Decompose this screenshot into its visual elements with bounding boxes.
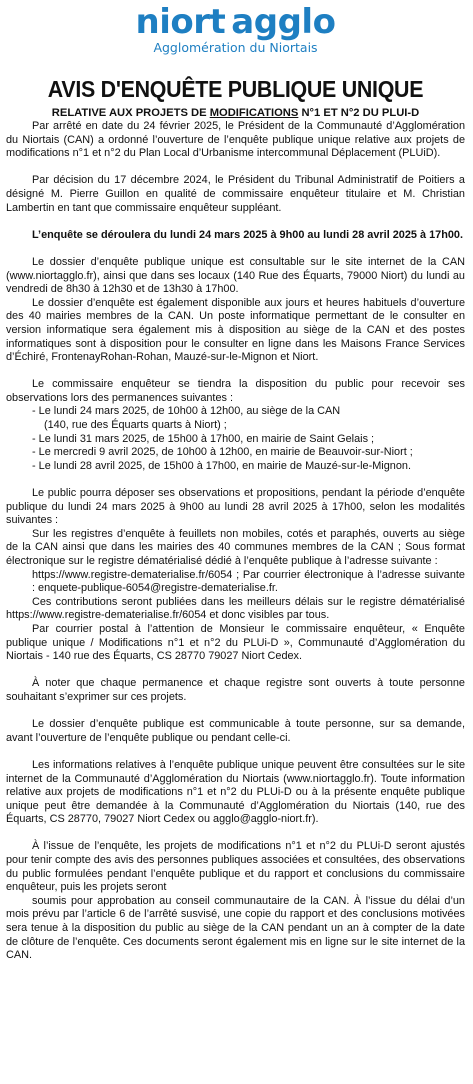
paragraph-issue: À l’issue de l’enquête, les projets de modifications n°1 et n°2 du PLUi-D seront ajustés pour tenir compte des avis des personnes publiques associées et consultées, des observations du public formulées pendant l’enquête publique et du rapport et conclusions du commissaire enquêteur, puis les projets seront: [6, 840, 465, 894]
paragraph-permanences-intro: Le commissaire enquêteur se tiendra la disposition du public pour recevoir ses observations lors des permanences suivantes :: [6, 378, 465, 404]
paragraph-informations: Les informations relatives à l’enquête publique unique peuvent être consultées sur le site internet de la Communauté d’Agglomération du Niortais (www.niortagglo.fr). Toute information relative aux projets de modifications n°1 et n°2 du PLUi-D ou à la présente enquête publique unique peut être demandée à la Communauté d’Agglomération du Niortais (140, rue des Équarts, CS 28770, 79027 Niort Cedex ou agglo@agglo-niort.fr).: [6, 758, 465, 826]
notice-subtitle: [6, 107, 465, 120]
permanence-item: - Le lundi 24 mars 2025, de 10h00 à 12h00, au siège de la CAN: [32, 405, 341, 418]
paragraph-observations: Le public pourra déposer ses observations et propositions, pendant la période d’enquête publique du lundi 24 mars 2025 à 9h00 au lundi 28 avril 2025 à 17h00, selon les modalités suivantes :: [6, 487, 465, 527]
logo-wordmark: [6, 2, 465, 42]
paragraph-registres: Sur les registres d’enquête à feuillets non mobiles, cotés et paraphés, ouverts au siège de la CAN ainsi que dans les mairies des 40 communes membres de la CAN ; Sous format électronique sur le registre dématérialisé dédié à l’enquête publique à l’adresse suivante :: [6, 527, 465, 567]
paragraph-courrier: Par courrier postal à l’attention de Monsieur le commissaire enquêteur, « Enquête publique unique / Modifications n°1 et n°2 du PLUi-D », Communauté d’Agglomération du Niortais - 140 rue des Équarts, CS 28770 79027 Niort Cedex.: [6, 622, 465, 663]
notice-page: [0, 2, 473, 1084]
paragraph-communicable: Le dossier d’enquête publique est communicable à toute personne, sur sa demande, avant l’ouverture de l’enquête publique ou pendant celle-ci.: [6, 718, 465, 744]
paragraph-dossier: Le dossier d’enquête publique unique est consultable sur le site internet de la CAN (www.niortagglo.fr), ainsi que dans ses locaux (140 Rue des Équarts, 79000 Niort) du lundi au vendredi de 8h30 à 12h30 et de 13h30 à 17h00.: [6, 255, 465, 296]
notice-body: [6, 120, 465, 963]
paragraph-dates: L’enquête se déroulera du lundi 24 mars 2025 à 9h00 au lundi 28 avril 2025 à 17h00.: [32, 228, 463, 241]
paragraph-arrete: Par arrêté en date du 24 février 2025, le Président de la Communauté d’Agglomération du Niortais (CAN) a ordonné l’ouverture de l’enquête publique unique relative aux projets de modifications n°1 et n°2 du Plan Local d’Urbanisme intercommunal Déplacement (PLUiD).: [6, 120, 465, 160]
notice-title: AVIS D'ENQUÊTE PUBLIQUE UNIQUE: [47, 76, 424, 102]
niortagglo-logo: [6, 2, 465, 60]
permanence-item: - Le lundi 28 avril 2025, de 15h00 à 17h00, en mairie de Mauzé-sur-le-Mignon.: [32, 459, 411, 472]
paragraph-approbation: soumis pour approbation au conseil communautaire de la CAN. À l’issue du délai d’un mois prévu par l’article 6 de l’arrêté susvisé, une copie du rapport et des conclusions motivées sera tenue à la disposition du public au siège de la CAN pendant un an à compter de la date de clôture de l’enquête. Ces documents seront également mis en ligne sur le site internet de la CAN.: [6, 894, 465, 962]
paragraph-contributions: Ces contributions seront publiées dans les meilleurs délais sur le registre dématérialisé https://www.registre-dematerialise.fr/6054 et donc visibles par tous.: [6, 595, 465, 622]
subtitle-prefix: RELATIVE AUX PROJETS DE: [51, 107, 210, 119]
permanence-item-address: (140, rue des Équarts quarts à Niort) ;: [44, 419, 227, 432]
paragraph-registre-url: https://www.registre-dematerialise.fr/6054 ; Par courrier électronique à l’adresse suivante : enquete-publique-6054@registre-dematerialise.fr.: [32, 568, 465, 595]
permanence-item: - Le mercredi 9 avril 2025, de 10h00 à 12h00, en mairie de Beauvoir-sur-Niort ;: [32, 446, 413, 459]
subtitle-suffix: N°1 ET N°2 DU PLUI-D: [298, 107, 420, 119]
logo-word-niort: niort: [135, 2, 226, 42]
permanence-item: - Le lundi 31 mars 2025, de 15h00 à 17h00, en mairie de Saint Gelais ;: [32, 432, 375, 445]
paragraph-note: À noter que chaque permanence et chaque registre sont ouverts à toute personne souhaitant s’exprimer sur ces projets.: [6, 677, 465, 703]
paragraph-designation: Par décision du 17 décembre 2024, le Président du Tribunal Administratif de Poitiers a désigné M. Pierre Guillon en qualité de commissaire enquêteur titulaire et M. Christian Lambertin en tant que commissaire enquêteur suppléant.: [6, 174, 465, 214]
logo-subtitle: Agglomération du Niortais: [153, 40, 318, 55]
subtitle-underlined: MODIFICATIONS: [209, 107, 299, 119]
paragraph-mairies: Le dossier d’enquête est également disponible aux jours et heures habituels d’ouverture des 40 mairies membres de la CAN. Un poste informatique permettant de le consulter en version informatique sera également mis à disposition au siège de la CAN et des postes informatiques sont à disposition pour le consulter en ligne dans les Maisons France Services d’Échiré, FrontenayRohan-Rohan, Mauzé-sur-le-Mignon et Niort.: [6, 296, 465, 364]
logo-word-agglo: agglo: [231, 2, 336, 42]
